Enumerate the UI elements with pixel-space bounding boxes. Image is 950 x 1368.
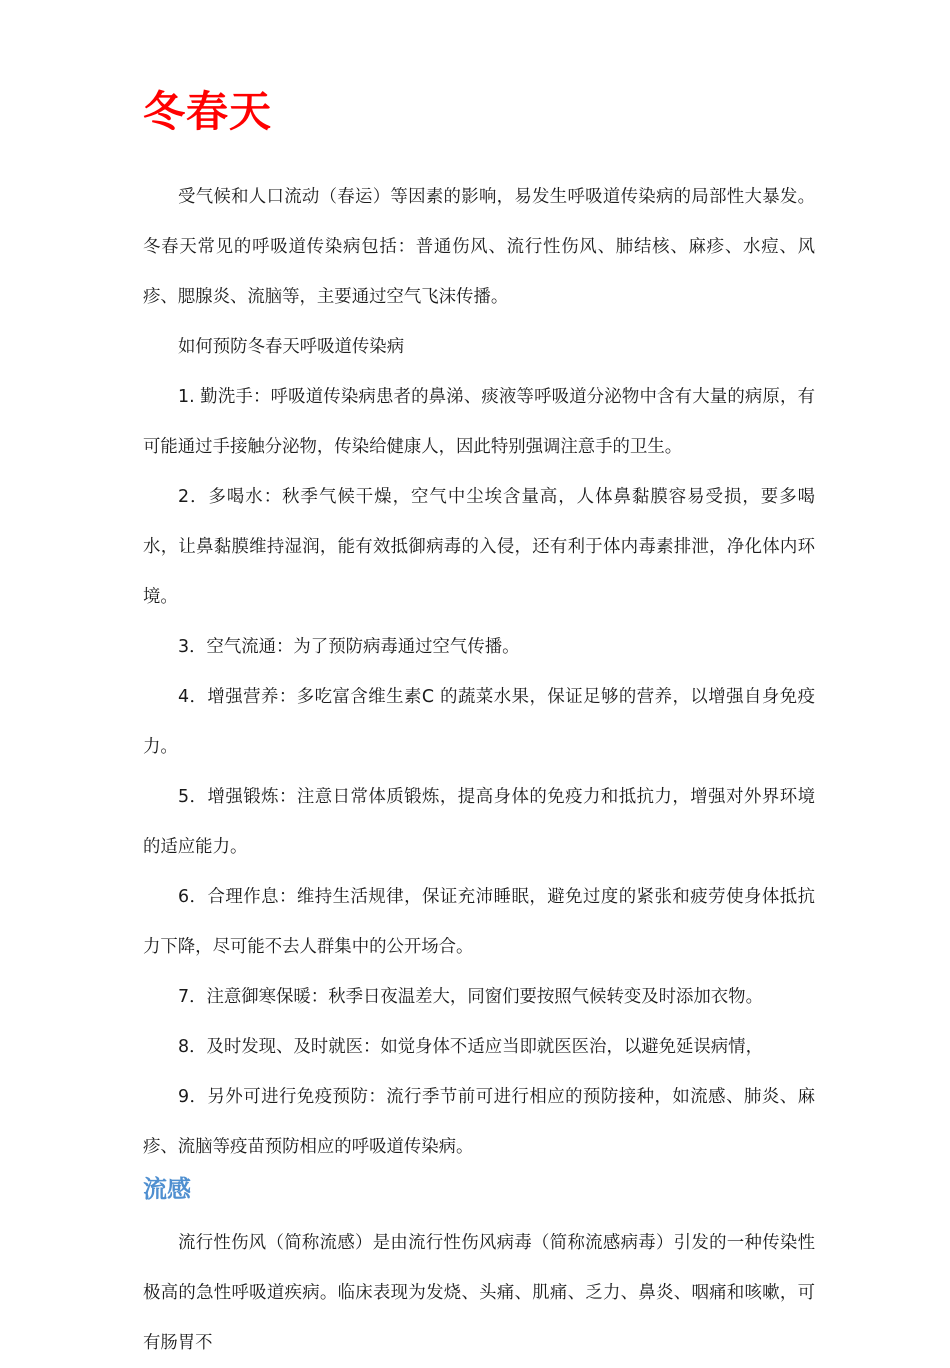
tip-nutrition: 4．增强营养：多吃富含维生素C 的蔬菜水果，保证足够的营养，以增强自身免疫力。 <box>143 687 815 757</box>
tip-ventilation: 3．空气流通：为了预防病毒通过空气传播。 <box>178 637 520 657</box>
flu-paragraph: 流行性伤风（简称流感）是由流行性伤风病毒（简称流感病毒）引发的一种传染性极高的急性呼吸道疾病。临床表现为发烧、头痛、肌痛、乏力、鼻炎、咽痛和咳嗽，可有肠胃不 <box>143 1233 815 1353</box>
tip-rest: 6．合理作息：维持生活规律，保证充沛睡眠，避免过度的紧张和疲劳使身体抵抗力下降，尽可能不去人群集中的公开场合。 <box>143 887 815 957</box>
tip-vaccination: 9．另外可进行免疫预防：流行季节前可进行相应的预防接种，如流感、肺炎、麻疹、流脑等疫苗预防相应的呼吸道传染病。 <box>143 1087 815 1157</box>
prevention-heading: 如何预防冬春天呼吸道传染病 <box>178 337 405 357</box>
document-body <box>143 172 815 1368</box>
page-title: 冬春天 <box>143 87 273 136</box>
tip-wash-hands: 1. 勤洗手：呼吸道传染病患者的鼻涕、痰液等呼吸道分泌物中含有大量的病原，有可能通过手接触分泌物，传染给健康人，因此特别强调注意手的卫生。 <box>143 387 815 457</box>
section-heading-flu: 流感 <box>143 1175 191 1203</box>
tip-see-doctor: 8．及时发现、及时就医：如觉身体不适应当即就医医治，以避免延误病情， <box>178 1037 763 1057</box>
intro-paragraph: 受气候和人口流动（春运）等因素的影响，易发生呼吸道传染病的局部性大暴发。冬春天常见的呼吸道传染病包括：普通伤风、流行性伤风、肺结核、麻疹、水痘、风疹、腮腺炎、流脑等，主要通过空气飞沫传播。 <box>143 187 815 307</box>
tip-keep-warm: 7．注意御寒保暖：秋季日夜温差大，同窗们要按照气候转变及时添加衣物。 <box>178 987 763 1007</box>
tip-exercise: 5．增强锻炼：注意日常体质锻炼，提高身体的免疫力和抵抗力，增强对外界环境的适应能力。 <box>143 787 815 857</box>
tip-drink-water: 2．多喝水：秋季气候干燥，空气中尘埃含量高，人体鼻黏膜容易受损，要多喝水，让鼻黏膜维持湿润，能有效抵御病毒的入侵，还有利于体内毒素排泄，净化体内环境。 <box>143 487 815 607</box>
